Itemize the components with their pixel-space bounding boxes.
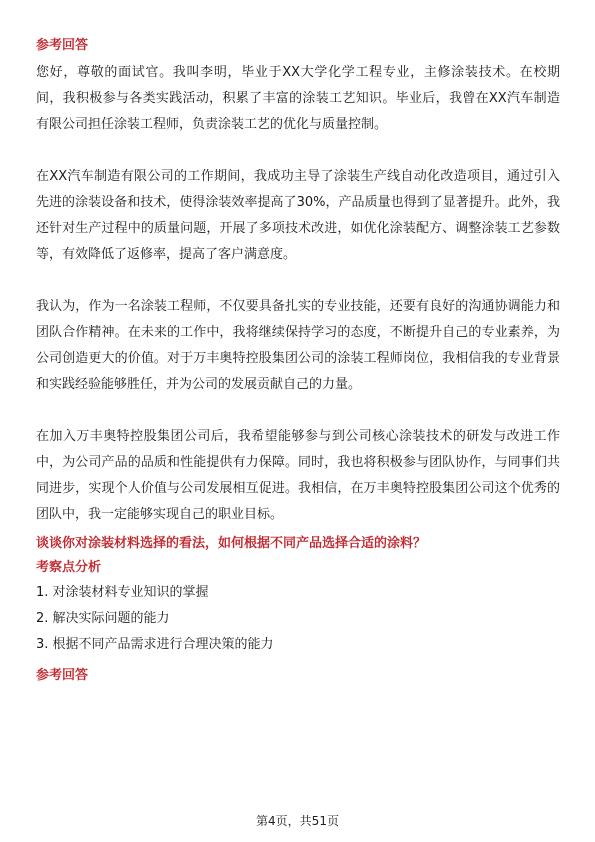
interview-question: 谈谈你对涂装材料选择的看法，如何根据不同产品选择合适的涂料？ [36,536,427,551]
page-number-footer: 第4页，共51页 [256,814,339,828]
document-page [36,36,560,686]
reference-answer-heading-2: 参考回答 [36,668,89,683]
answer-paragraph-4: 在加入万丰奥特控股集团公司后，我希望能够参与到公司核心涂装技术的研发与改进工作中，为公司产品的品质和性能提供有力保障。同时，我也将积极参与团队协作，与同事们共同进步，实现个人价值与公司发展相互促进。我相信，在万丰奥特控股集团公司这个优秀的团队中，我一定能够实现自己的职业目标。 [36,429,560,522]
reference-answer-heading: 参考回答 [36,38,89,53]
analysis-heading: 考察点分析 [36,560,102,575]
answer-paragraph-1: 您好，尊敬的面试官。我叫李明，毕业于XX大学化学工程专业，主修涂装技术。在校期间，我积极参与各类实践活动，积累了丰富的涂装工艺知识。毕业后，我曾在XX汽车制造有限公司担任涂装工程师，负责涂装工艺的优化与质量控制。 [36,65,560,132]
analysis-item-1: 1. 对涂装材料专业知识的掌握 [36,585,209,600]
analysis-list [36,580,560,658]
analysis-item-3: 3. 根据不同产品需求进行合理决策的能力 [36,637,274,652]
analysis-item-2: 2. 解决实际问题的能力 [36,611,170,626]
answer-paragraph-2: 在XX汽车制造有限公司的工作期间，我成功主导了涂装生产线自动化改造项目，通过引入先进的涂装设备和技术，使得涂装效率提高了30%，产品质量也得到了显著提升。此外，我还针对生产过程中的质量问题，开展了多项技术改进，如优化涂装配方、调整涂装工艺参数等，有效降低了返修率，提高了客户满意度。 [36,169,560,262]
answer-paragraph-3: 我认为，作为一名涂装工程师，不仅要具备扎实的专业技能，还要有良好的沟通协调能力和团队合作精神。在未来的工作中，我将继续保持学习的态度，不断提升自己的专业素养，为公司创造更大的价值。对于万丰奥特控股集团公司的涂装工程师岗位，我相信我的专业背景和实践经验能够胜任，并为公司的发展贡献自己的力量。 [36,299,560,392]
